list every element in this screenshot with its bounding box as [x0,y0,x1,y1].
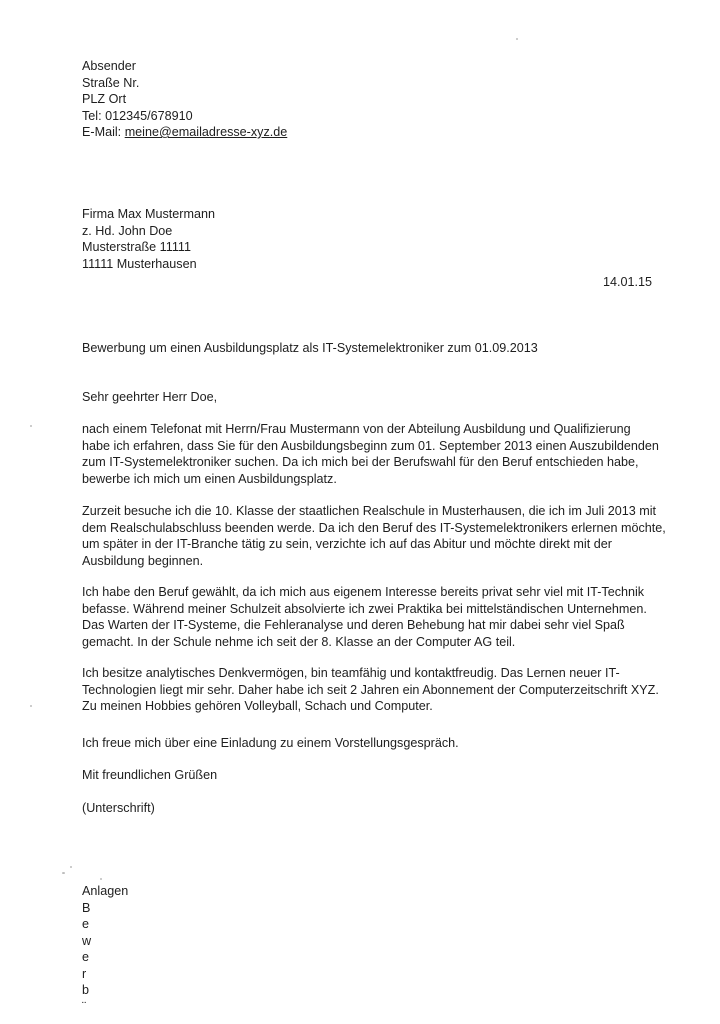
attachment-letter: ¨ [82,999,87,1014]
paragraph-3 [82,584,682,650]
scan-speck [30,705,32,707]
scan-speck [70,866,72,868]
scan-speck [62,872,65,874]
attachment-letter: e [82,950,90,964]
paragraph-line: Ich freue mich über eine Einladung zu einem Vorstellungsgespräch. [82,736,459,750]
recipient-company: Firma Max Mustermann [82,207,215,221]
sender-email-line [82,124,682,141]
attachment-letter: b [82,983,90,997]
attachment-letter: w [82,933,92,948]
sender-address [82,58,682,141]
paragraph-line: zum IT-Systemelektroniker suchen. Da ich mich bei der Berufswahl für den Beruf entschieden habe, [82,455,639,469]
sender-name: Absender [82,59,136,73]
paragraph-line: Ausbildung beginnen. [82,553,204,568]
paragraph-line: habe ich erfahren, dass Sie für den Ausbildungsbeginn zum 01. September 2013 einen Auszubildenden [82,438,659,453]
paragraph-line: Ich besitze analytisches Denkvermögen, bin teamfähig und kontaktfreudig. Das Lernen neuer IT- [82,666,620,680]
paragraph-line: Das Warten der IT-Systeme, die Fehleranalyse und deren Behebung hat mir dabei sehr viel Spaß [82,618,625,632]
recipient-attention: z. Hd. John Doe [82,223,173,238]
sender-email-label: E-Mail: [82,125,125,139]
scan-speck [30,425,32,427]
paragraph-line: um später in der IT-Branche tätig zu sein, verzichte ich auf das Abitur und möchte direkt mit der [82,537,612,551]
letter-subject: Bewerbung um einen Ausbildungsplatz als IT-Systemelektroniker zum 01.09.2013 [82,341,538,355]
recipient-street: Musterstraße 11111 [82,240,191,254]
paragraph-line: Ich habe den Beruf gewählt, da ich mich aus eigenem Interesse bereits privat sehr viel mit IT-Technik [82,585,645,599]
paragraph-line: dem Realschulabschluss beenden werde. Da ich den Beruf des IT-Systemelektronikers erlernen möchte, [82,520,666,535]
letter-date: 14.01.15 [602,275,652,289]
signature-placeholder: (Unterschrift) [82,801,155,815]
scan-speck [516,38,518,40]
attachments-section [82,883,682,1015]
paragraph-5 [82,735,682,752]
attachment-letter: B [82,900,91,915]
paragraph-2 [82,503,682,569]
attachment-letter: r [82,966,87,981]
scan-speck [100,878,102,880]
sender-city: PLZ Ort [82,92,127,106]
attachment-letter: e [82,917,90,931]
attachments-label: Anlagen [82,884,129,898]
paragraph-line: gemacht. In der Schule nehme ich seit der 8. Klasse an der Computer AG teil. [82,634,516,649]
paragraph-4 [82,665,682,715]
paragraph-1 [82,421,682,487]
paragraph-line: bewerbe ich mich um einen Ausbildungsplatz. [82,471,337,486]
sender-email-link[interactable]: meine@emailadresse-xyz.de [124,125,288,139]
paragraph-line: Technologien liegt mir sehr. Daher habe ich seit 2 Jahren ein Abonnement der Computerzeitschrift XYZ. [82,682,659,697]
paragraph-line: befasse. Während meiner Schulzeit absolvierte ich zwei Praktika bei mittelständischen Unternehmen. [82,601,647,616]
sender-street: Straße Nr. [82,75,140,90]
sender-phone: Tel: 012345/678910 [82,108,193,123]
recipient-address [82,206,682,272]
salutation: Sehr geehrter Herr Doe, [82,390,218,404]
recipient-city: 11111 Musterhausen [82,256,197,271]
paragraph-line: Zu meinen Hobbies gehören Volleyball, Schach und Computer. [82,699,433,713]
closing-phrase: Mit freundlichen Grüßen [82,768,218,782]
paragraph-line: Zurzeit besuche ich die 10. Klasse der staatlichen Realschule in Musterhausen, die ich im Juli 2013 mit [82,504,657,518]
paragraph-line: nach einem Telefonat mit Herrn/Frau Mustermann von der Abteilung Ausbildung und Qualifizierung [82,422,631,436]
